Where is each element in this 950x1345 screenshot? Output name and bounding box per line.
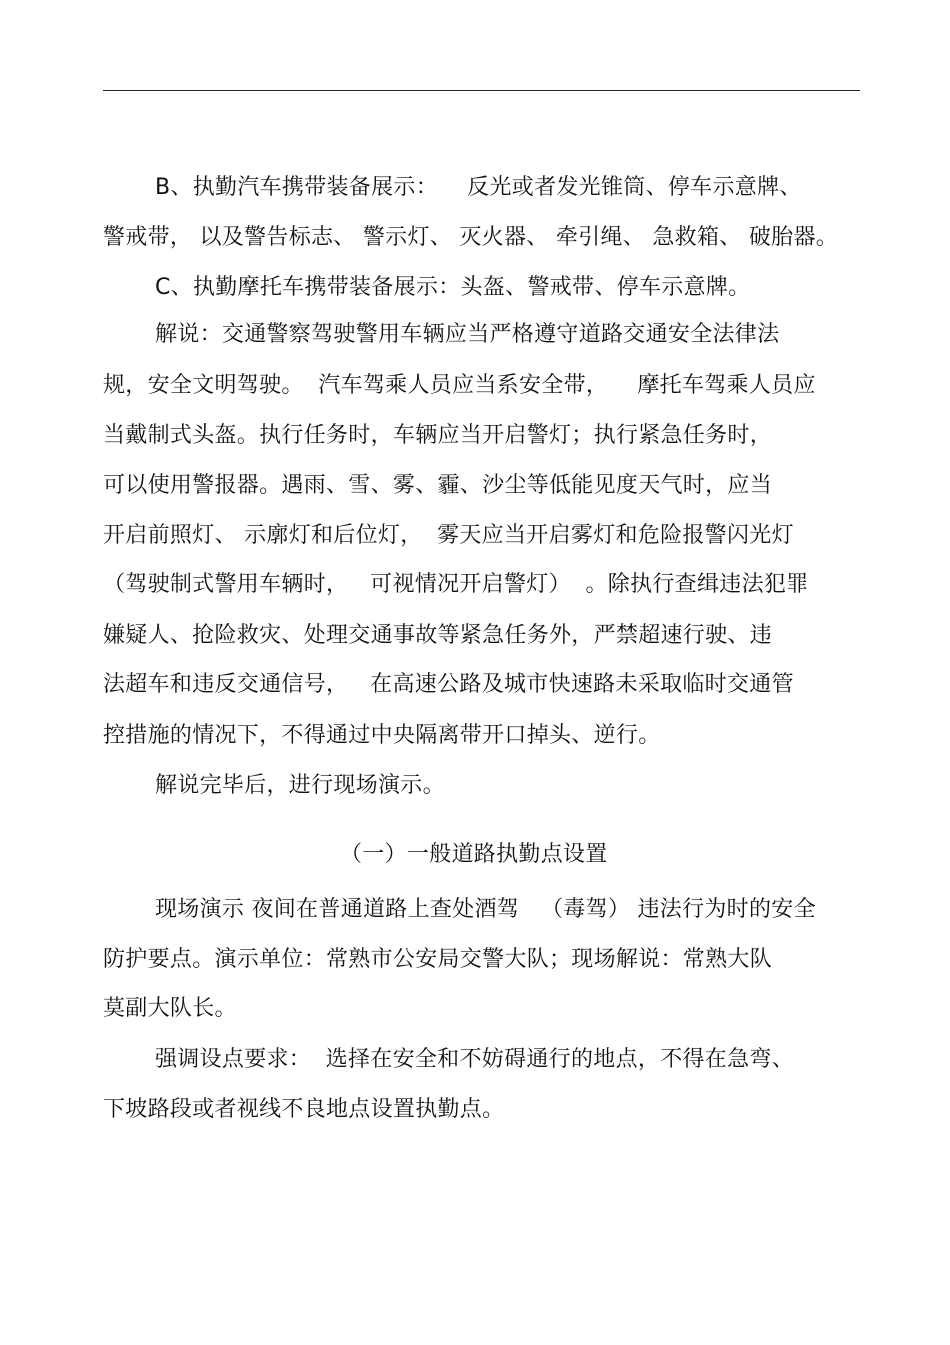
text-line: 防护要点。演示单位：常熟市公安局交警大队；现场解说：常熟大队 [103,947,773,972]
text-line: 莫副大队长。 [103,996,237,1021]
header-rule [103,90,860,91]
text-line: 解说：交通警察驾驶警用车辆应当严格遵守道路交通安全法律法 [155,322,780,347]
text-line: 强调设点要求： 选择在安全和不妨碍通行的地点，不得在急弯、 [155,1047,794,1072]
section-heading: （一）一般道路执勤点设置 [340,842,608,867]
text-line: 现场演示 夜间在普通道路上查处酒驾 （毒驾） 违法行为时的安全 [155,897,816,922]
text-line: 解说完毕后，进行现场演示。 [155,773,445,798]
text-line: 控措施的情况下，不得通过中央隔离带开口掉头、逆行。 [103,723,661,748]
text-line: 开启前照灯、 示廓灯和后位灯， 雾天应当开启雾灯和危险报警闪光灯 [103,523,794,548]
text-line: 规，安全文明驾驶。 汽车驾乘人员应当系安全带， 摩托车驾乘人员应 [103,373,816,398]
text-line: （驾驶制式警用车辆时， 可视情况开启警灯） 。除执行查缉违法犯罪 [103,572,809,597]
text-line: B、执勤汽车携带装备展示： 反光或者发光锥筒、停车示意牌、 [155,175,802,200]
text-line: 嫌疑人、抢险救灾、处理交通事故等紧急任务外，严禁超速行驶、违 [103,623,773,648]
text-line: 当戴制式头盔。执行任务时，车辆应当开启警灯；执行紧急任务时， [103,423,773,448]
text-line: 下坡路段或者视线不良地点设置执勤点。 [103,1097,505,1122]
text-line: 法超车和违反交通信号， 在高速公路及城市快速路未采取临时交通管 [103,672,794,697]
text-line: 警戒带， 以及警告标志、 警示灯、 灭火器、 牵引绳、 急救箱、 破胎器。 [103,225,839,250]
text-line: C、执勤摩托车携带装备展示：头盔、警戒带、停车示意牌。 [155,275,751,300]
text-line: 可以使用警报器。遇雨、雪、雾、霾、沙尘等低能见度天气时，应当 [103,473,773,498]
